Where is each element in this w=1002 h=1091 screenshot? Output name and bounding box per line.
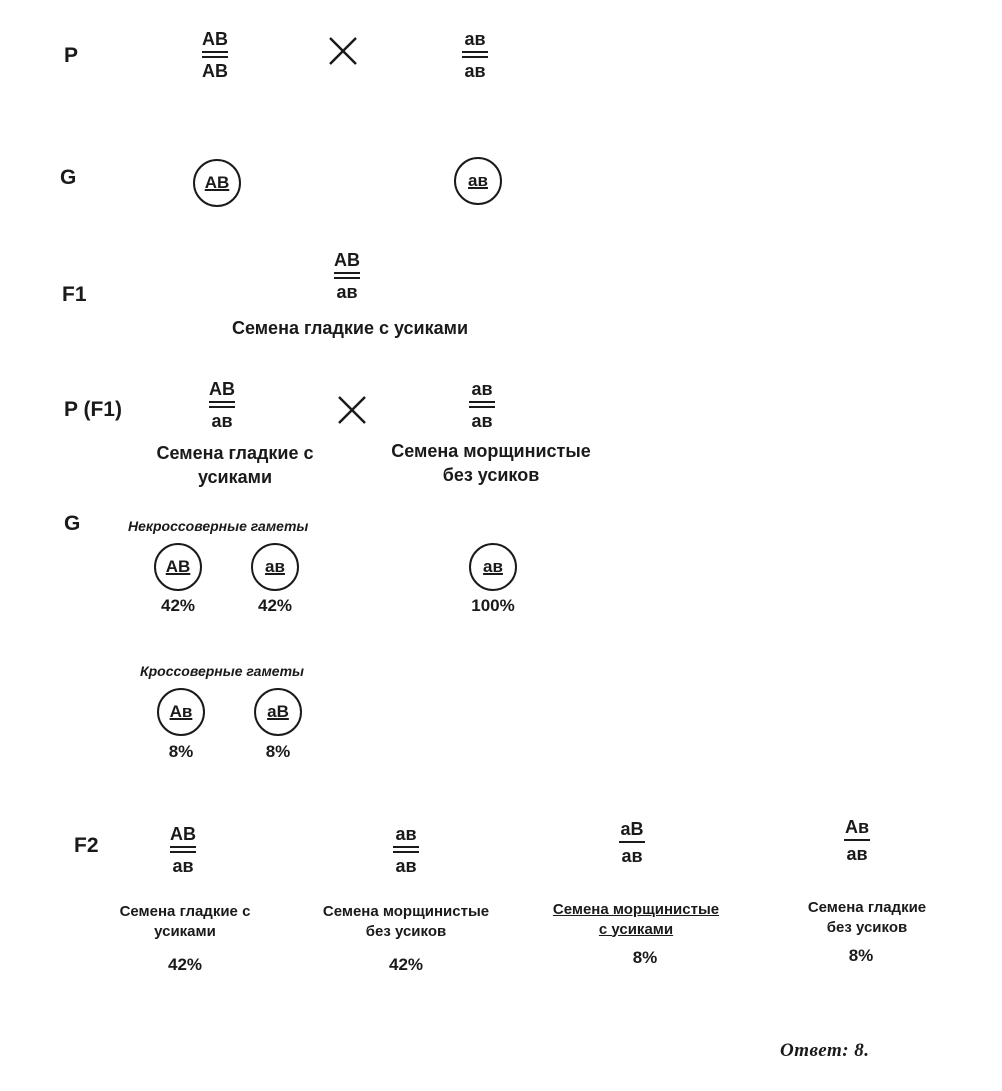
phenotype-line: с усиками: [598, 920, 674, 938]
row-label-g: G: [60, 166, 77, 189]
f2-genotype: [389, 825, 423, 875]
f2-phenotype: [536, 900, 736, 939]
phenotype-line: без усиков: [365, 922, 447, 940]
gamete-label: Ав: [169, 702, 193, 721]
genotype-bottom: ав: [846, 844, 868, 864]
gamete-label: AB: [165, 557, 191, 576]
pf1-parent2-phenotype: [365, 439, 617, 488]
genotype-bottom: ав: [621, 846, 643, 866]
genotype-bottom: AB: [202, 61, 228, 81]
genotype-top: AB: [209, 379, 235, 399]
gamete-percent: 42%: [257, 596, 293, 615]
phenotype-line: Семена морщинистые: [322, 903, 490, 920]
f2-percent: 42%: [388, 955, 424, 974]
row-label-f1: F1: [62, 283, 87, 306]
f2-phenotype: [306, 902, 506, 941]
gamete-label: AB: [204, 173, 230, 192]
answer: Ответ: 8.: [780, 1040, 870, 1061]
phenotype-line: усиками: [197, 467, 273, 488]
f1-genotype: [330, 251, 364, 301]
noncrossover-title: Некроссоверные гаметы: [128, 518, 309, 534]
f2-percent: 8%: [632, 948, 658, 967]
phenotype-line: усиками: [154, 922, 216, 940]
chromosome-lines: [462, 51, 488, 58]
pf1-parent1-phenotype: [130, 441, 340, 490]
genotype-bottom: ав: [395, 856, 417, 876]
f2-genotype: [840, 818, 874, 863]
genotype-bottom: ав: [211, 411, 233, 431]
phenotype-line: без усиков: [826, 918, 908, 936]
gamete-circle: [469, 543, 517, 591]
genotype-top: AB: [202, 29, 228, 49]
gamete-label: аB: [267, 702, 289, 721]
genotype-bottom: ав: [464, 61, 486, 81]
chromosome-lines: [619, 841, 645, 843]
genotype-top: AB: [170, 824, 196, 844]
f2-genotype: [615, 820, 649, 865]
chromosome-lines: [393, 846, 419, 853]
phenotype-line: Семена морщинистые: [552, 901, 720, 918]
gamete-label: ав: [468, 171, 488, 190]
genotype-top: аB: [620, 819, 644, 839]
chromosome-lines: [170, 846, 196, 853]
phenotype-line: без усиков: [442, 465, 540, 486]
gamete-circle: [157, 688, 205, 736]
gamete-circle: [251, 543, 299, 591]
f1-phenotype: Семена гладкие с усиками: [231, 318, 469, 338]
pf1-parent1-genotype: [205, 380, 239, 430]
phenotype-line: Семена гладкие с: [156, 443, 314, 463]
phenotype-line: Семена гладкие с: [119, 903, 251, 920]
gamete-percent: 8%: [265, 742, 291, 761]
gamete-circle: [454, 157, 502, 205]
f2-genotype: [166, 825, 200, 875]
chromosome-lines: [334, 272, 360, 279]
parent1-genotype: [198, 30, 232, 80]
gamete-label: ав: [483, 557, 503, 576]
row-label-pf1: P (F1): [64, 398, 122, 421]
genotype-bottom: ав: [471, 411, 493, 431]
f2-percent: 8%: [848, 946, 874, 965]
genotype-bottom: ав: [336, 282, 358, 302]
genotype-top: ав: [471, 379, 493, 399]
parent2-genotype: [458, 30, 492, 80]
row-label-f2: F2: [74, 834, 99, 857]
gamete-circle: [254, 688, 302, 736]
gamete-percent: 100%: [471, 596, 515, 615]
chromosome-lines: [202, 51, 228, 58]
genotype-top: Ав: [844, 817, 870, 837]
f2-percent: 42%: [167, 955, 203, 974]
pf1-parent2-genotype: [465, 380, 499, 430]
chromosome-lines: [844, 839, 870, 841]
gamete-percent: 8%: [168, 742, 194, 761]
f2-phenotype: [782, 898, 952, 937]
gamete-label: ав: [265, 557, 285, 576]
row-label-g2: G: [64, 512, 81, 535]
genotype-top: ав: [395, 824, 417, 844]
gamete-circle: [154, 543, 202, 591]
gamete-circle: [193, 159, 241, 207]
phenotype-line: Семена гладкие: [807, 899, 927, 916]
f2-phenotype: [100, 902, 270, 941]
row-label-p: P: [64, 44, 79, 67]
phenotype-line: Семена морщинистые: [391, 441, 591, 461]
gamete-percent: 42%: [160, 596, 196, 615]
genotype-bottom: ав: [172, 856, 194, 876]
genotype-top: ав: [464, 29, 486, 49]
chromosome-lines: [469, 401, 495, 408]
cross-icon: [328, 36, 358, 66]
cross-icon: [337, 395, 367, 425]
chromosome-lines: [209, 401, 235, 408]
crossover-title: Кроссоверные гаметы: [140, 663, 304, 679]
genotype-top: AB: [334, 250, 360, 270]
